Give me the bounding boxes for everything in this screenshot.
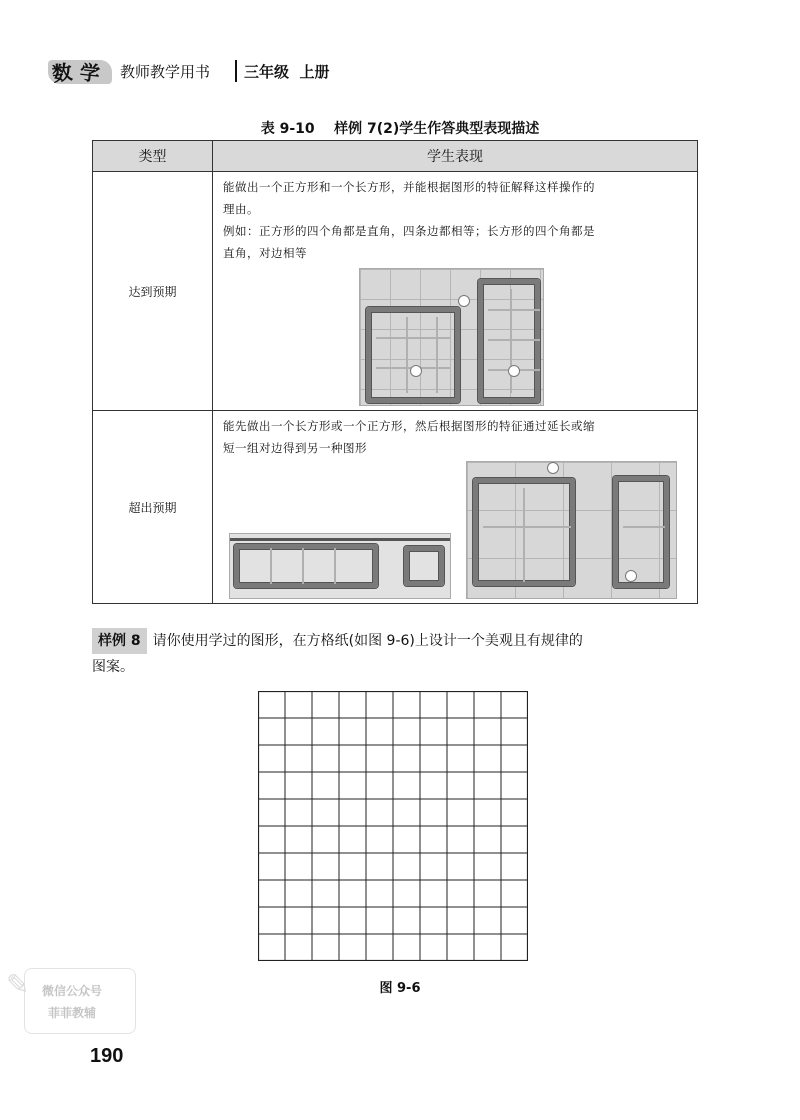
header-divider	[235, 60, 237, 82]
geoboard-photo	[359, 268, 544, 406]
page-number: 190	[90, 1045, 124, 1067]
square-frame	[366, 307, 460, 403]
frame-grid-line	[376, 337, 450, 339]
board-edge	[230, 538, 450, 541]
row-body-meets	[213, 172, 697, 410]
logo-char-1: 数	[50, 59, 74, 87]
row-body-exceeds	[213, 411, 697, 603]
row-text: 直角，对边相等	[223, 246, 307, 260]
peg	[508, 365, 520, 377]
frame-grid-line	[488, 309, 540, 311]
watermark	[6, 968, 138, 1038]
table-header-row	[93, 141, 697, 172]
frame-grid-line	[523, 488, 525, 582]
logo-char-2: 学	[78, 60, 102, 86]
sample-tag: 样例 8	[92, 628, 147, 654]
frame-grid-line	[334, 548, 336, 584]
header-performance: 学生表现	[427, 149, 483, 165]
book-title: 教师教学用书	[120, 63, 211, 81]
grid-paper	[258, 691, 528, 961]
frame-grid-line	[270, 548, 272, 584]
frame-grid-line	[436, 317, 438, 393]
grade-label: 三年级 上册	[244, 63, 330, 81]
pen-icon: ✎	[6, 968, 30, 1001]
running-header	[48, 56, 368, 90]
geoboard-photo-second	[466, 461, 677, 599]
frame-grid-line	[623, 526, 665, 528]
watermark-box	[24, 968, 136, 1034]
row-text: 能做出一个正方形和一个长方形，并能根据图形的特征解释这样操作的	[223, 180, 595, 194]
table-row	[93, 172, 697, 411]
row-label-meets: 达到预期	[93, 172, 213, 410]
sample-8-prompt	[92, 628, 702, 654]
small-square-frame	[404, 546, 444, 586]
header-type: 类型	[93, 141, 213, 171]
frame-grid-line	[483, 526, 571, 528]
math-logo	[48, 56, 116, 86]
peg	[625, 570, 637, 582]
rectangle-frame	[478, 279, 540, 403]
frame-grid-line	[488, 339, 540, 341]
table-caption: 表 9-10 样例 7(2)学生作答典型表现描述	[260, 121, 540, 137]
figure-caption: 图 9-6	[379, 981, 421, 996]
row-text: 例如：正方形的四个角都是直角，四条边都相等；长方形的四个角都是	[223, 224, 595, 238]
narrow-rectangle-frame	[613, 476, 669, 588]
frame-grid-line	[406, 317, 408, 393]
table-row	[93, 411, 697, 603]
long-rectangle-frame	[234, 544, 378, 588]
row-text: 短一组对边得到另一种图形	[223, 441, 367, 455]
row-text: 理由。	[223, 202, 259, 216]
performance-table	[92, 140, 698, 604]
row-label-exceeds: 超出预期	[93, 411, 213, 603]
row-text: 能先做出一个长方形或一个正方形，然后根据图形的特征通过延长或缩	[223, 419, 595, 433]
sample-text-continued: 图案。	[92, 659, 134, 675]
geoboard-photo-wide	[229, 533, 451, 599]
watermark-line-2: 菲菲教辅	[47, 1006, 96, 1020]
peg	[458, 295, 470, 307]
peg	[547, 462, 559, 474]
sample-text: 请你使用学过的图形，在方格纸(如图 9-6)上设计一个美观且有规律的	[152, 633, 583, 649]
peg	[410, 365, 422, 377]
frame-grid-line	[302, 548, 304, 584]
frame-grid-line	[510, 289, 512, 393]
watermark-line-1: 微信公众号	[41, 984, 102, 998]
